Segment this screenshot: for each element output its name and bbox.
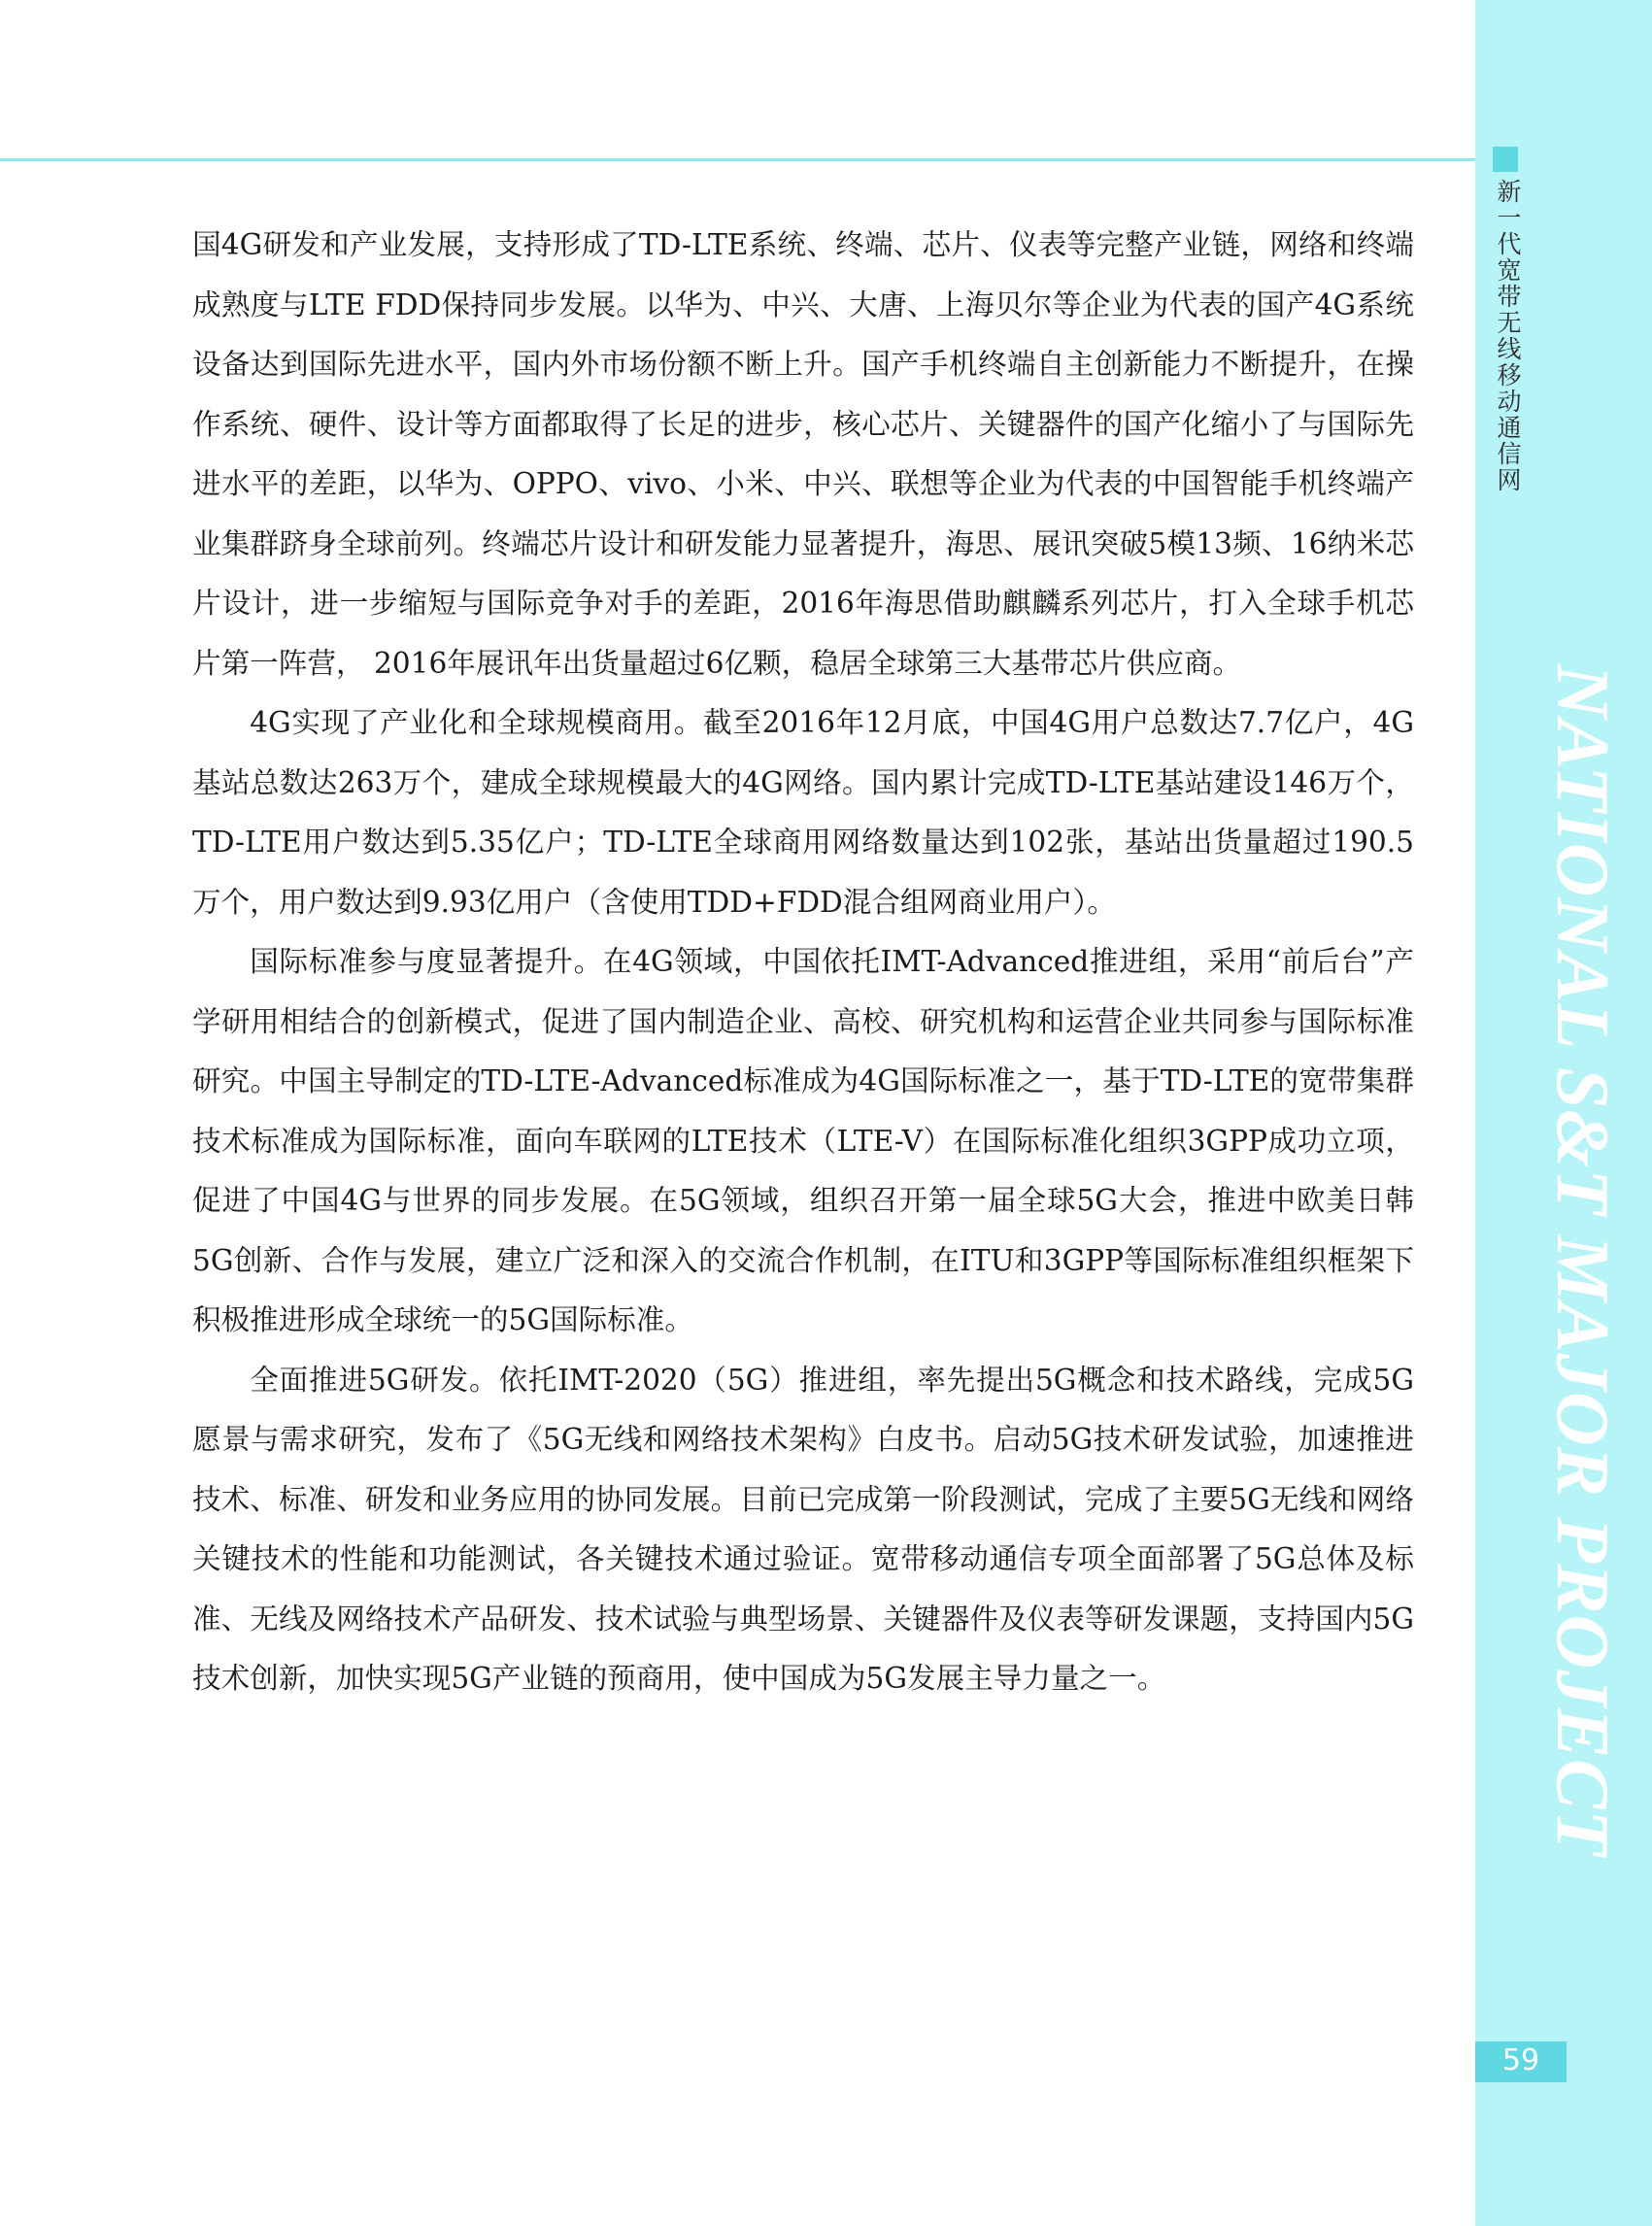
page-number: 59 <box>1501 2043 1540 2077</box>
project-watermark: NATIONAL S&T MAJOR PROJECT <box>1541 664 1625 1857</box>
body-text <box>192 216 1414 1709</box>
series-title: 新一代宽带无线移动通信网 <box>1494 179 1522 493</box>
header-rule <box>0 158 1475 161</box>
paragraph-standards: 国际标准参与度显著提升。在4G领域，中国依托IMT-Advanced推进组，采用“前后台”产学研用相结合的创新模式，促进了国内制造企业、高校、研究机构和运营企业共同参与国际标准研究。中国主导制定的TD-LTE-Advanced标准成为4G国际标准之一，基于TD-LTE的宽带集群技术标准成为国际标准，面向车联网的LTE技术（LTE-V）在国际标准化组织3GPP成功立项，促进了中国4G与世界的同步发展。在5G领域，组织召开第一届全球5G大会，推进中欧美日韩5G创新、合作与发展，建立广泛和深入的交流合作机制，在ITU和3GPP等国际标准组织框架下积极推进形成全球统一的5G国际标准。 <box>192 945 1414 1336</box>
paragraph-continued: 国4G研发和产业发展，支持形成了TD-LTE系统、终端、芯片、仪表等完整产业链，网络和终端成熟度与LTE FDD保持同步发展。以华为、中兴、大唐、上海贝尔等企业为代表的国产4G系统设备达到国际先进水平，国内外市场份额不断上升。国产手机终端自主创新能力不断提升，在操作系统、硬件、设计等方面都取得了长足的进步，核心芯片、关键器件的国产化缩小了与国际先进水平的差距，以华为、OPPO、vivo、小米、中兴、联想等企业为代表的中国智能手机终端产业集群跻身全球前列。终端芯片设计和研发能力显著提升，海思、展讯突破5模13频、16纳米芯片设计，进一步缩短与国际竞争对手的差距，2016年海思借助麒麟系列芯片，打入全球手机芯片第一阵营， 2016年展讯年出货量超过6亿颗，稳居全球第三大基带芯片供应商。 <box>192 228 1414 680</box>
sidebar-marker <box>1493 147 1518 172</box>
paragraph-4g-commercial: 4G实现了产业化和全球规模商用。截至2016年12月底，中国4G用户总数达7.7亿户，4G基站总数达263万个，建成全球规模最大的4G网络。国内累计完成TD-LTE基站建设146万个，TD-LTE用户数达到5.35亿户；TD-LTE全球商用网络数量达到102张，基站出货量超过190.5万个，用户数达到9.93亿用户（含使用TDD+FDD混合组网商业用户）。 <box>192 706 1414 919</box>
paragraph-5g-research: 全面推进5G研发。依托IMT-2020（5G）推进组，率先提出5G概念和技术路线，完成5G愿景与需求研究，发布了《5G无线和网络技术架构》白皮书。启动5G技术研发试验，加速推进技术、标准、研发和业务应用的协同发展。目前已完成第一阶段测试，完成了主要5G无线和网络关键技术的性能和功能测试，各关键技术通过验证。宽带移动通信专项全面部署了5G总体及标准、无线及网络技术产品研发、技术试验与典型场景、关键器件及仪表等研发课题，支持国内5G技术创新，加快实现5G产业链的预商用，使中国成为5G发展主导力量之一。 <box>192 1363 1414 1695</box>
